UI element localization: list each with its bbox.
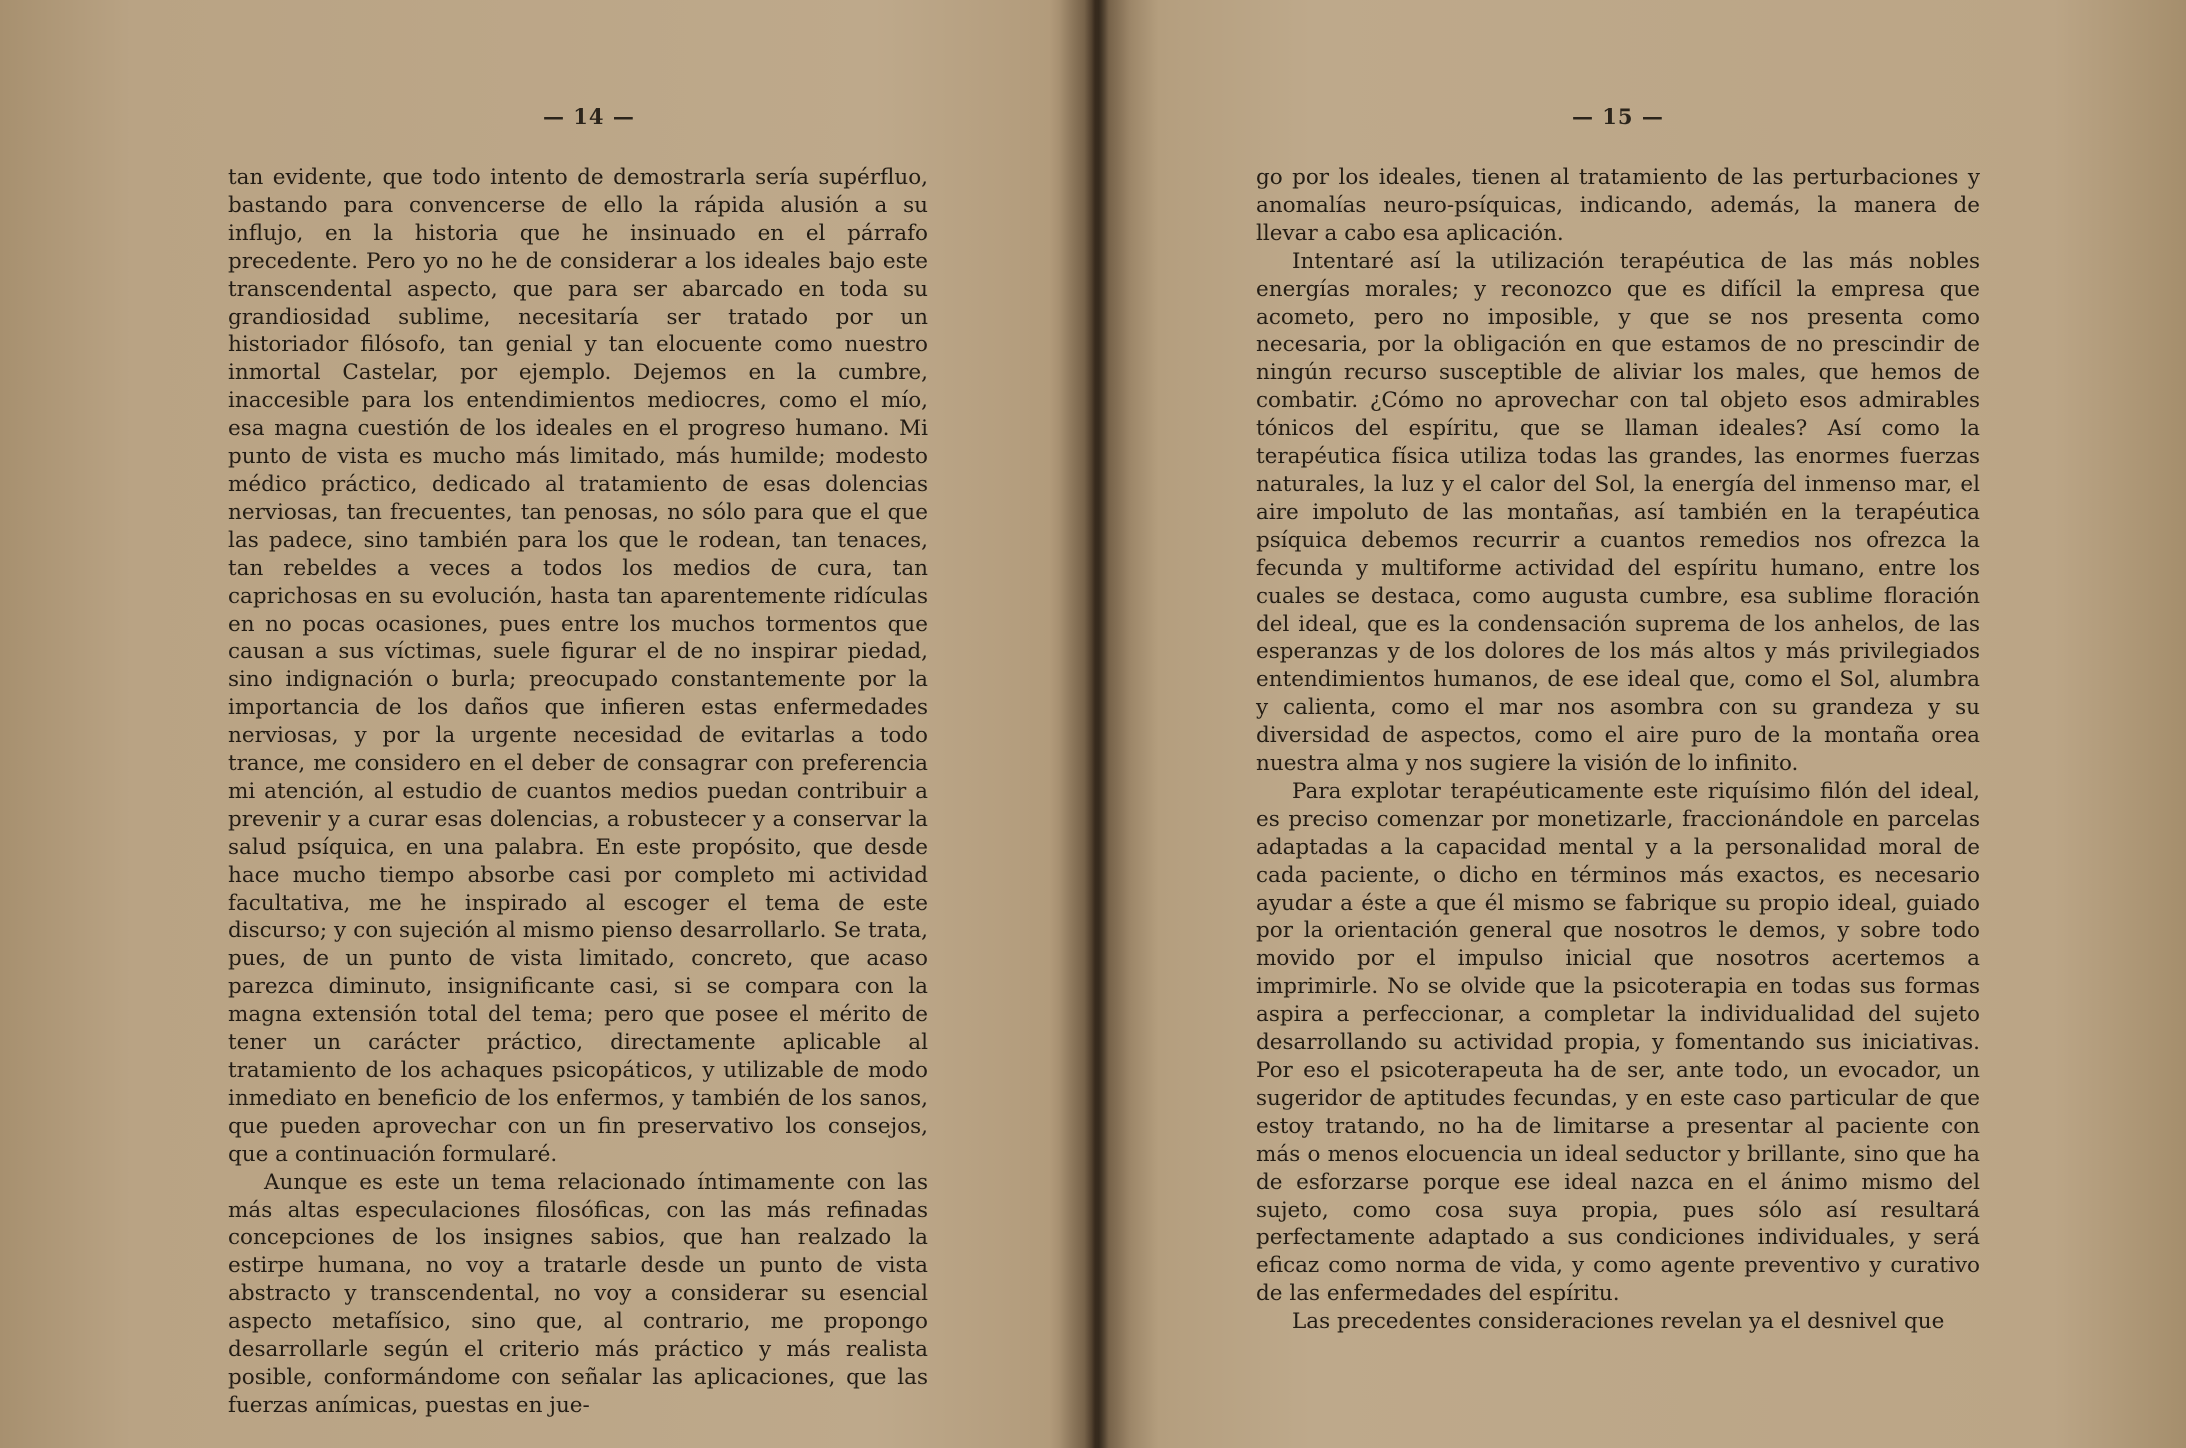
paragraph: Aunque es este un tema relacionado íntimamente con las más altas especulaciones filosóficas, con las más refinadas concepciones de los insignes sabios, que han realzado la estirpe humana, no voy a tratarle desde un punto de vista abstracto y transcendental, no voy a considerar su esencial aspecto metafísico, sino que, al contrario, me propongo desarrollarle según el criterio más práctico y más realista posible, conformándome con señalar las aplicaciones, que las fuerzas anímicas, puestas en jue- xyxy=(228,1169,928,1418)
page-number: — 14 — xyxy=(543,104,635,129)
page-body xyxy=(228,164,928,1420)
page-number: — 15 — xyxy=(1572,104,1664,129)
right-page xyxy=(1094,0,2186,1448)
paragraph: Las precedentes consideraciones revelan ya el desnivel que xyxy=(1292,1309,1945,1335)
paragraph: go por los ideales, tienen al tratamiento de las perturbaciones y anomalías neuro-psíquicas, indicando, además, la manera de llevar a cabo esa aplicación. xyxy=(1256,165,1980,246)
paragraph: Para explotar terapéuticamente este riquísimo filón del ideal, es preciso comenzar por monetizarle, fraccionándole en parcelas adaptadas a la capacidad mental y a la personalidad moral de cada paciente, o dicho en términos más exactos, es necesario ayudar a éste a que él mismo se fabrique su propio ideal, guiado por la orientación general que nosotros le demos, y sobre todo movido por el impulso inicial que nosotros acertemos a imprimirle. No se olvide que la psicoterapia en todas sus formas aspira a perfeccionar, a completar la individualidad del sujeto desarrollando su actividad propia, y fomentando sus iniciativas. Por eso el psicoterapeuta ha de ser, ante todo, un evocador, un sugeridor de aptitudes fecundas, y en este caso particular de que estoy tratando, no ha de limitarse a presentar al paciente con más o menos elocuencia un ideal seductor y brillante, sino que ha de esforzarse porque ese ideal nazca en el ánimo mismo del sujeto, como cosa suya propia, pues sólo así resultará perfectamente adaptado a sus condiciones individuales, y será eficaz como norma de vida, y como agente preventivo y curativo de las enfermedades del espíritu. xyxy=(1256,778,1980,1307)
paragraph: Intentaré así la utilización terapéutica de las más nobles energías morales; y reconozco que es difícil la empresa que acometo, pero no imposible, y que se nos presenta como necesaria, por la obligación en que estamos de no prescindir de ningún recurso susceptible de aliviar los males, que hemos de combatir. ¿Cómo no aprovechar con tal objeto esos admirables tónicos del espíritu, que se llaman ideales? Así como la terapéutica física utiliza todas las grandes, las enormes fuerzas naturales, la luz y el calor del Sol, la energía del inmenso mar, el aire impoluto de las montañas, así también en la terapéutica psíquica debemos recurrir a cuantos remedios nos ofrezca la fecunda y multiforme actividad del espíritu humano, entre los cuales se destaca, como augusta cumbre, esa sublime floración del ideal, que es la condensación suprema de los anhelos, de las esperanzas y de los dolores de los más altos y más privilegiados entendimientos humanos, de ese ideal que, como el Sol, alumbra y calienta, como el mar nos asombra con su grandeza y su diversidad de aspectos, como el aire puro de la montaña orea nuestra alma y nos sugiere la visión de lo infinito. xyxy=(1256,248,1980,777)
left-page xyxy=(0,0,1092,1448)
page-body xyxy=(1256,164,1980,1336)
paragraph: tan evidente, que todo intento de demostrarla sería supérfluo, bastando para convencerse de ello la rápida alusión a su influjo, en la historia que he insinuado en el párrafo precedente. Pero yo no he de considerar a los ideales bajo este transcendental aspecto, que para ser abarcado en toda su grandiosidad sublime, necesitaría ser tratado por un historiador filósofo, tan genial y tan elocuente como nuestro inmortal Castelar, por ejemplo. Dejemos en la cumbre, inaccesible para los entendimientos mediocres, como el mío, esa magna cuestión de los ideales en el progreso humano. Mi punto de vista es mucho más limitado, más humilde; modesto médico práctico, dedicado al tratamiento de esas dolencias nerviosas, tan frecuentes, tan penosas, no sólo para que el que las padece, sino también para los que le rodean, tan tenaces, tan rebeldes a veces a todos los medios de cura, tan caprichosas en su evolución, hasta tan aparentemente ridículas en no pocas ocasiones, pues entre los muchos tormentos que causan a sus víctimas, suele figurar el de no inspirar piedad, sino indignación o burla; preocupado constantemente por la importancia de los daños que infieren estas enfermedades nerviosas, y por la urgente necesidad de evitarlas a todo trance, me considero en el deber de consagrar con preferencia mi atención, al estudio de cuantos medios puedan contribuir a prevenir y a curar esas dolencias, a robustecer y a conservar la salud psíquica, en una palabra. En este propósito, que desde hace mucho tiempo absorbe casi por completo mi actividad facultativa, me he inspirado al escoger el tema de este discurso; y con sujeción al mismo pienso desarrollarlo. Se trata, pues, de un punto de vista limitado, concreto, que acaso parezca diminuto, insignificante casi, si se compara con la magna extensión total del tema; pero que posee el mérito de tener un carácter práctico, directamente aplicable al tratamiento de los achaques psicopáticos, y utilizable de modo inmediato en beneficio de los enfermos, y también de los sanos, que pueden aprovechar con un fin preservativo los consejos, que a continuación formularé. xyxy=(228,165,928,1167)
